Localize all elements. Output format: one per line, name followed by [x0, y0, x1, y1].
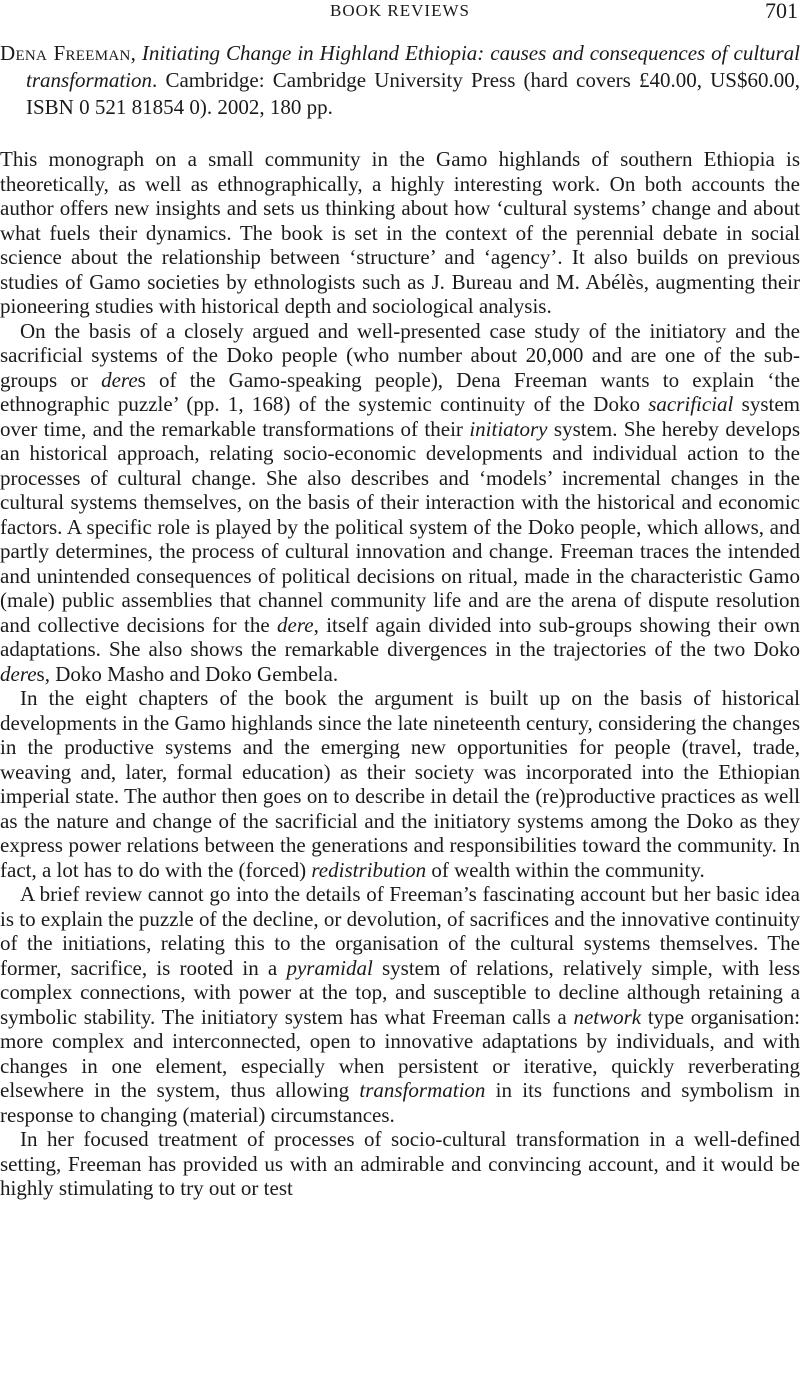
paragraph-text: s of the Gamo-speaking people), Dena Freeman wants to explain ‘the ethnographic puzzle’ (pp. 1, 168) of the systemic continuity of the Doko — [0, 367, 800, 416]
paragraph-text: system. She hereby develops an historical approach, relating socio-economic developments and individual action to the processes of cultural change. She also describes and ‘models’ incremental changes in the cultural systems themselves, on the basis of their interaction with the historical and economic factors. A specific role is played by the political system of the Doko people, which allows, and partly determines, the process of cultural innovation and change. Freeman traces the intended and unintended consequences of political decisions on ritual, made in the characteristic Gamo (male) public assemblies that channel community life and are the arena of dispute resolution and collective decisions for the — [0, 416, 800, 637]
italic-term: dere — [101, 367, 138, 392]
review-paragraph-1 — [0, 147, 800, 319]
paragraph-text: in its functions and symbolism in response to changing (material) circumstances. — [0, 1078, 800, 1127]
italic-term: transformation — [359, 1078, 486, 1102]
italic-term: network — [573, 1004, 642, 1029]
review-paragraph-4 — [0, 882, 800, 1127]
paragraph-text: A brief review cannot go into the details of Freeman’s fascinating account but her basic idea is to explain the puzzle of the decline, or devolution, of sacrifices and the innovative continuity of the initiations, relating this to the organisation of the cultural systems themselves. The former, sacrifice, is rooted in a — [0, 882, 800, 980]
paragraph-text: , itself again divided into sub-groups showing their own adaptations. She also shows the remarkable divergences in the trajectories of the two Doko — [0, 612, 800, 661]
paragraph-text: On the basis of a closely argued and well-presented case study of the initiatory and the sacrificial systems of the Doko people (who number about 20,000 and are one of the sub-groups or — [0, 318, 800, 392]
page-number: 701 — [765, 0, 798, 23]
running-title: BOOK REVIEWS — [330, 1, 470, 20]
paragraph-text: This monograph on a small community in the Gamo highlands of southern Ethiopia is theoretically, as well as ethnographically, a highly interesting work. On both accounts the author offers new insights and sets us thinking about how ‘cultural systems’ change and about what fuels their dynamics. The book is set in the context of the perennial debate in social science about the relationship between ‘structure’ and ‘agency’. It also builds on previous studies of Gamo societies by ethnologists such as J. Bureau and M. Abélès, augmenting their pioneering studies with historical depth and sociological analysis. — [0, 147, 800, 318]
italic-term: initiatory — [469, 416, 548, 441]
paragraph-text: type organisation: more complex and interconnected, open to innovative adaptations by individuals, and with changes in one element, especially when persistent or iterative, quickly reverberating elsewhere in the system, thus allowing — [0, 1004, 800, 1102]
italic-term: pyramidal — [286, 955, 373, 980]
italic-term: dere — [277, 612, 314, 637]
italic-term: redistribution — [311, 857, 427, 882]
review-paragraph-2 — [0, 319, 800, 687]
review-body — [0, 147, 800, 1201]
paragraph-text: of wealth within the community. — [426, 857, 705, 882]
publication-details: . Cambridge: Cambridge University Press (hard covers £40.00, US$60.00, ISBN 0 521 81854 0). 2002, 180 pp. — [26, 68, 800, 119]
book-author: Dena Freeman — [0, 41, 131, 65]
paragraph-text: system of relations, relatively simple, with less complex connections, with power at the top, and susceptible to decline although retaining a symbolic stability. The initiatory system has what Freeman calls a — [0, 955, 800, 1029]
italic-term: dere — [0, 661, 37, 686]
review-paragraph-5 — [0, 1127, 800, 1201]
citation-separator: , — [130, 41, 142, 65]
book-citation — [0, 40, 800, 121]
paragraph-text: In her focused treatment of processes of socio-cultural transformation in a well-defined setting, Freeman has provided us with an admirable and convincing account, and it would be highly stimulating to try out or test — [0, 1127, 800, 1200]
italic-term: sacrificial — [648, 392, 734, 416]
paragraph-text: s, Doko Masho and Doko Gembela. — [36, 661, 339, 686]
book-title: Initiating Change in Highland Ethiopia: causes and consequences of cultural transformation — [26, 41, 800, 92]
paragraph-text: system over time, and the remarkable transformations of their — [0, 392, 800, 441]
running-head — [0, 0, 800, 24]
paragraph-text: In the eight chapters of the book the argument is built up on the basis of historical developments in the Gamo highlands since the late nineteenth century, considering the changes in the productive systems and the emerging new opportunities for people (travel, trade, weaving and, later, formal education) as their society was incorporated into the Ethiopian imperial state. The author then goes on to describe in detail the (re)productive practices as well as the nature and change of the sacrificial and the initiatory systems among the Doko as they express power relations between the generations and responsibilities toward the community. In fact, a lot has to do with the (forced) — [0, 686, 800, 882]
review-paragraph-3 — [0, 686, 800, 882]
